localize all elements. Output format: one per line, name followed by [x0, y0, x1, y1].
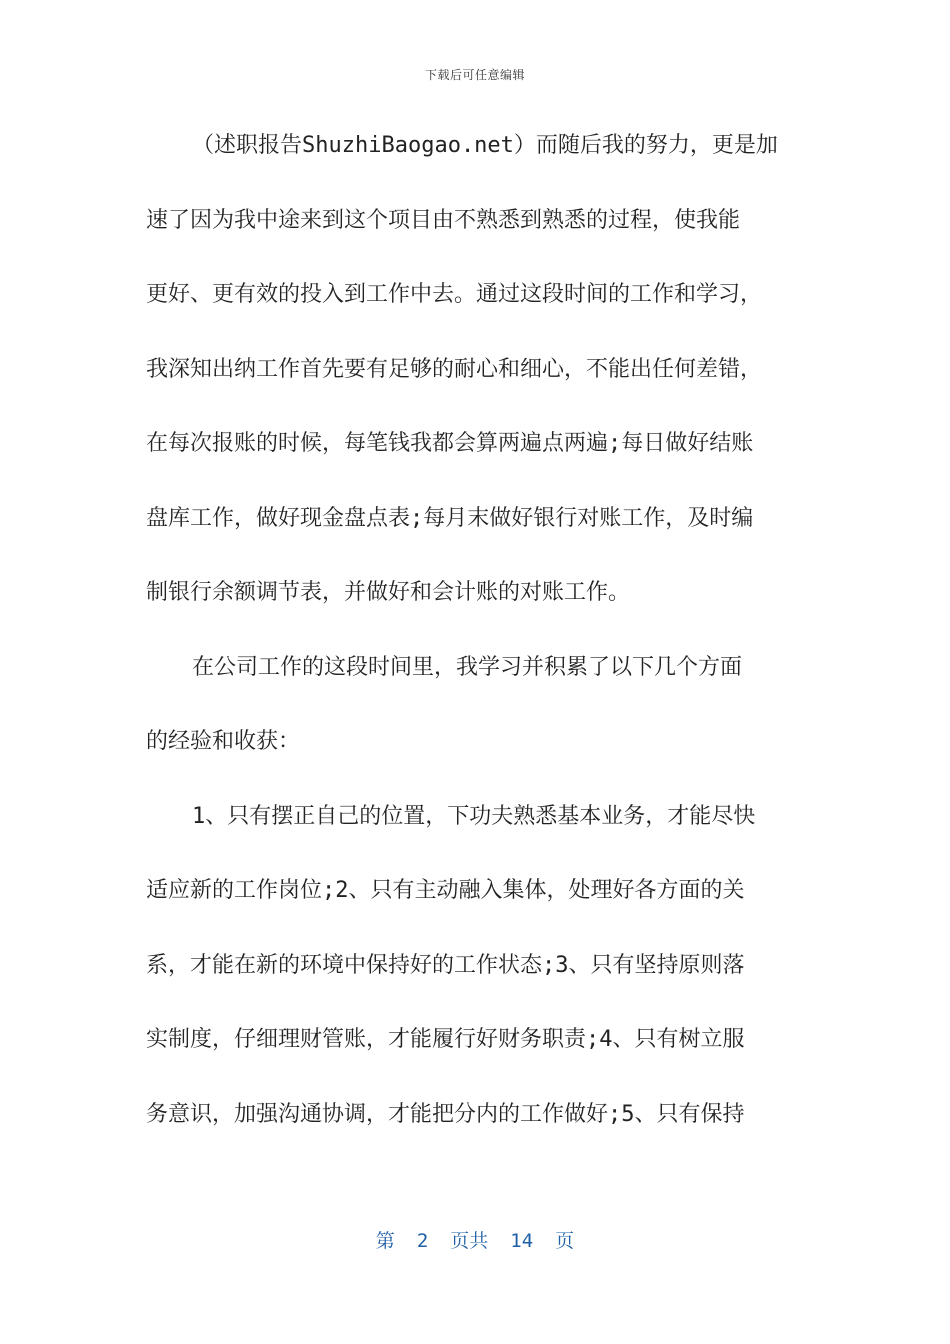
total-pages-number: 14: [510, 1230, 534, 1252]
paragraph-line: 的经验和收获：: [146, 729, 301, 754]
paragraph-line: 制银行余额调节表，并做好和会计账的对账工作。: [146, 580, 631, 605]
page-label-mid: 页共: [450, 1230, 489, 1252]
paragraph-line: 在每次报账的时候，每笔钱我都会算两遍点两遍;每日做好结账: [146, 431, 754, 456]
paragraph-line: 盘库工作，做好现金盘点表;每月末做好银行对账工作，及时编: [146, 505, 754, 531]
paragraph-line: （述职报告ShuzhiBaogao.net）而随后我的努力，更是加: [192, 133, 778, 158]
paragraph-line: 适应新的工作岗位;2、只有主动融入集体，处理好各方面的关: [146, 878, 745, 903]
paragraph-line: 实制度，仔细理财管账，才能履行好财务职责;4、只有树立服: [146, 1027, 745, 1052]
paragraph-line: 速了因为我中途来到这个项目由不熟悉到熟悉的过程，使我能: [146, 207, 741, 233]
document-body: [146, 126, 806, 1169]
page-footer: [0, 1226, 950, 1253]
page-label-prefix: 第: [375, 1230, 395, 1252]
paragraph-line: 系，才能在新的环境中保持好的工作状态;3、只有坚持原则落: [146, 952, 745, 978]
paragraph-line: 1、只有摆正自己的位置，下功夫熟悉基本业务，才能尽快: [192, 803, 756, 829]
current-page-number: 2: [416, 1230, 429, 1252]
paragraph-line: 更好、更有效的投入到工作中去。通过这段时间的工作和学习，: [146, 282, 763, 307]
paragraph-line: 我深知出纳工作首先要有足够的耐心和细心，不能出任何差错，: [146, 356, 763, 382]
page-label-suffix: 页: [555, 1230, 575, 1252]
paragraph-line: 务意识，加强沟通协调，才能把分内的工作做好;5、只有保持: [146, 1101, 745, 1127]
page-header: 下载后可任意编辑: [424, 68, 525, 82]
paragraph-line: 在公司工作的这段时间里，我学习并积累了以下几个方面: [192, 654, 743, 680]
